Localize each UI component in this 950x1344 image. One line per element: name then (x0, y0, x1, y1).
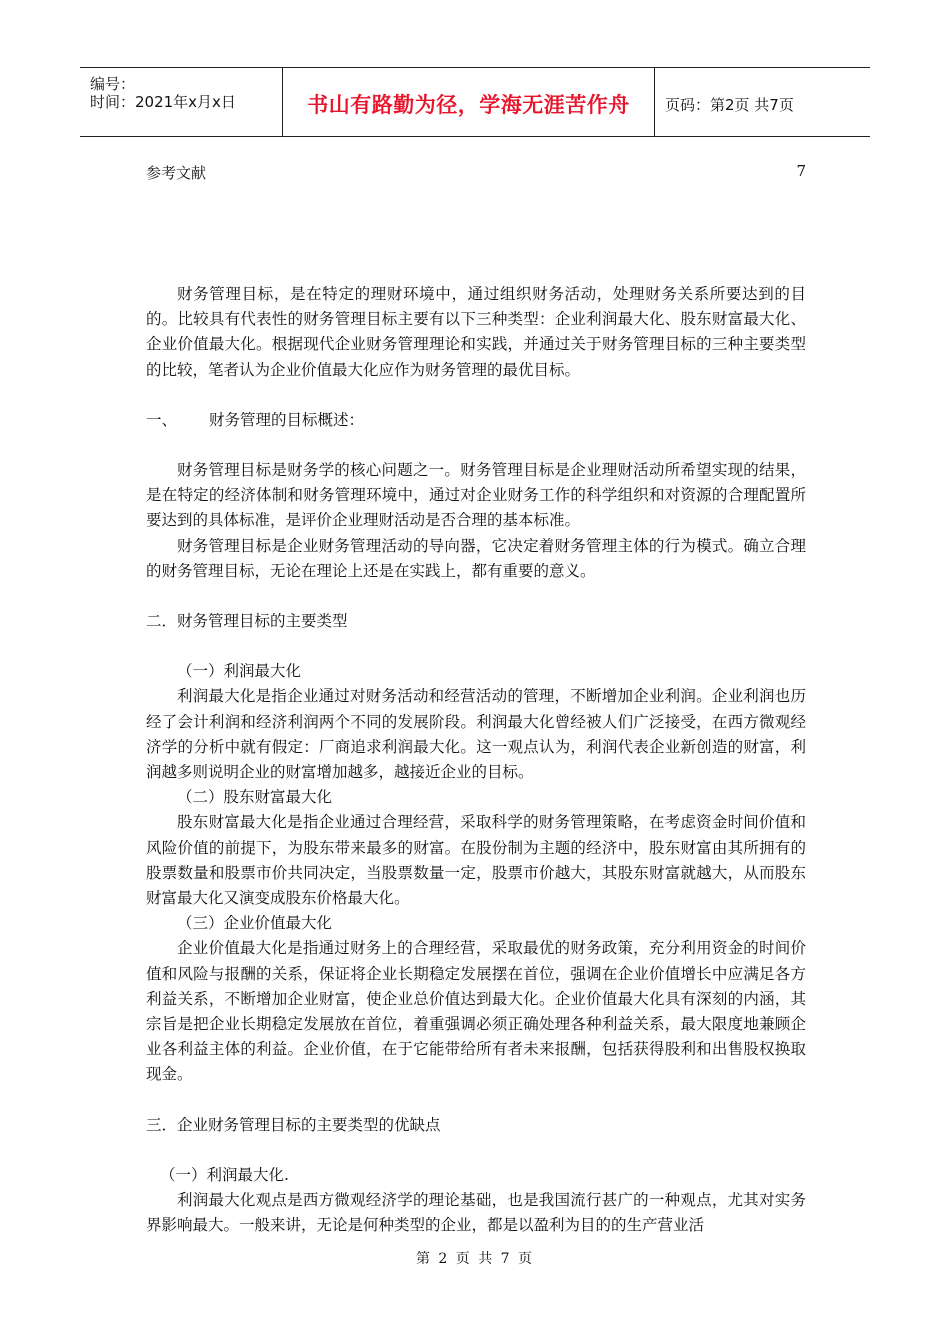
section-1-title: 财务管理的目标概述： (209, 410, 365, 429)
intro-paragraph: 财务管理目标，是在特定的理财环境中，通过组织财务活动，处理财务关系所要达到的目的。比较具有代表性的财务管理目标主要有以下三种类型：企业利润最大化、股东财富最大化、企业价值最大化。根据现代企业财务管理理论和实践，并通过关于财务管理目标的三种主要类型的比较，笔者认为企业价值最大化应作为财务管理的最优目标。 (146, 285, 806, 379)
header-page-cell (655, 68, 870, 136)
section-2-b-title: （二）股东财富最大化 (177, 788, 333, 807)
page-label: 页码：第2页 共7页 (665, 95, 794, 114)
page-header (80, 67, 870, 137)
section-2-b-paragraph: 股东财富最大化是指企业通过合理经营，采取科学的财务管理策略，在考虑资金时间价值和风险价值的前提下，为股东带来最多的财富。在股份制为主题的经济中，股东财富由其所拥有的股票数量和股票市价共同决定，当股票数量一定，股票市价越大，其股东财富就越大，从而股东财富最大化又演变成股东价格最大化。 (146, 813, 806, 908)
toc-entry-page: 7 (796, 162, 806, 180)
page-footer: 第 2 页 共 7 页 (415, 1251, 535, 1267)
section-2-a-title: （一）利润最大化 (177, 662, 302, 681)
section-1-number: 一、 (146, 410, 178, 429)
date-label: 时间：2021年x月x日 (90, 93, 236, 111)
section-2-a-paragraph: 利润最大化是指企业通过对财务活动和经营活动的管理，不断增加企业利润。企业利润也历经了会计利润和经济利润两个不同的发展阶段。利润最大化曾经被人们广泛接受，在西方微观经济学的分析中就有假定：厂商追求利润最大化。这一观点认为，利润代表企业新创造的财富，利润越多则说明企业的财富增加越多，越接近企业的目标。 (146, 687, 806, 782)
section-1-paragraph-2: 财务管理目标是企业财务管理活动的导向器，它决定着财务管理主体的行为模式。确立合理的财务管理目标，无论在理论上还是在实践上，都有重要的意义。 (146, 536, 806, 580)
section-2-c-title: （三）企业价值最大化 (177, 914, 333, 933)
motto-text: 书山有路勤为径，学海无涯苦作舟 (307, 93, 630, 117)
section-1-heading (146, 408, 806, 433)
section-3-a-paragraph: 利润最大化观点是西方微观经济学的理论基础，也是我国流行甚广的一种观点，尤其对实务界影响最大。一般来讲，无论是何种类型的企业，都是以盈利为目的的生产营业活 (146, 1191, 806, 1235)
section-3-a-title: （一）利润最大化. (160, 1165, 289, 1184)
section-2-heading: 二．财务管理目标的主要类型 (146, 612, 348, 631)
document-body (146, 282, 806, 1239)
section-2-c-paragraph: 企业价值最大化是指通过财务上的合理经营，采取最优的财务政策，充分利用资金的时间价值和风险与报酬的关系，保证将企业长期稳定发展摆在首位，强调在企业价值增长中应满足各方利益关系，不断增加企业财富，使企业总价值达到最大化。企业价值最大化具有深刻的内涵，其宗旨是把企业长期稳定发展放在首位，着重强调必须正确处理各种利益关系，最大限度地兼顾企业各利益主体的利益。企业价值，在于它能带给所有者未来报酬，包括获得股利和出售股权换取现金。 (146, 939, 806, 1084)
section-3-heading: 三．企业财务管理目标的主要类型的优缺点 (146, 1115, 441, 1134)
number-label: 编号： (90, 75, 136, 93)
section-1-paragraph-1: 财务管理目标是财务学的核心问题之一。财务管理目标是企业理财活动所希望实现的结果，是在特定的经济体制和财务管理环境中，通过对企业财务工作的科学组织和对资源的合理配置所要达到的具体标准，是评价企业理财活动是否合理的基本标准。 (146, 461, 806, 530)
header-info-cell (80, 68, 282, 136)
header-motto-cell (282, 68, 655, 136)
toc-entry[interactable] (146, 162, 806, 183)
toc-entry-title: 参考文献 (146, 164, 207, 182)
